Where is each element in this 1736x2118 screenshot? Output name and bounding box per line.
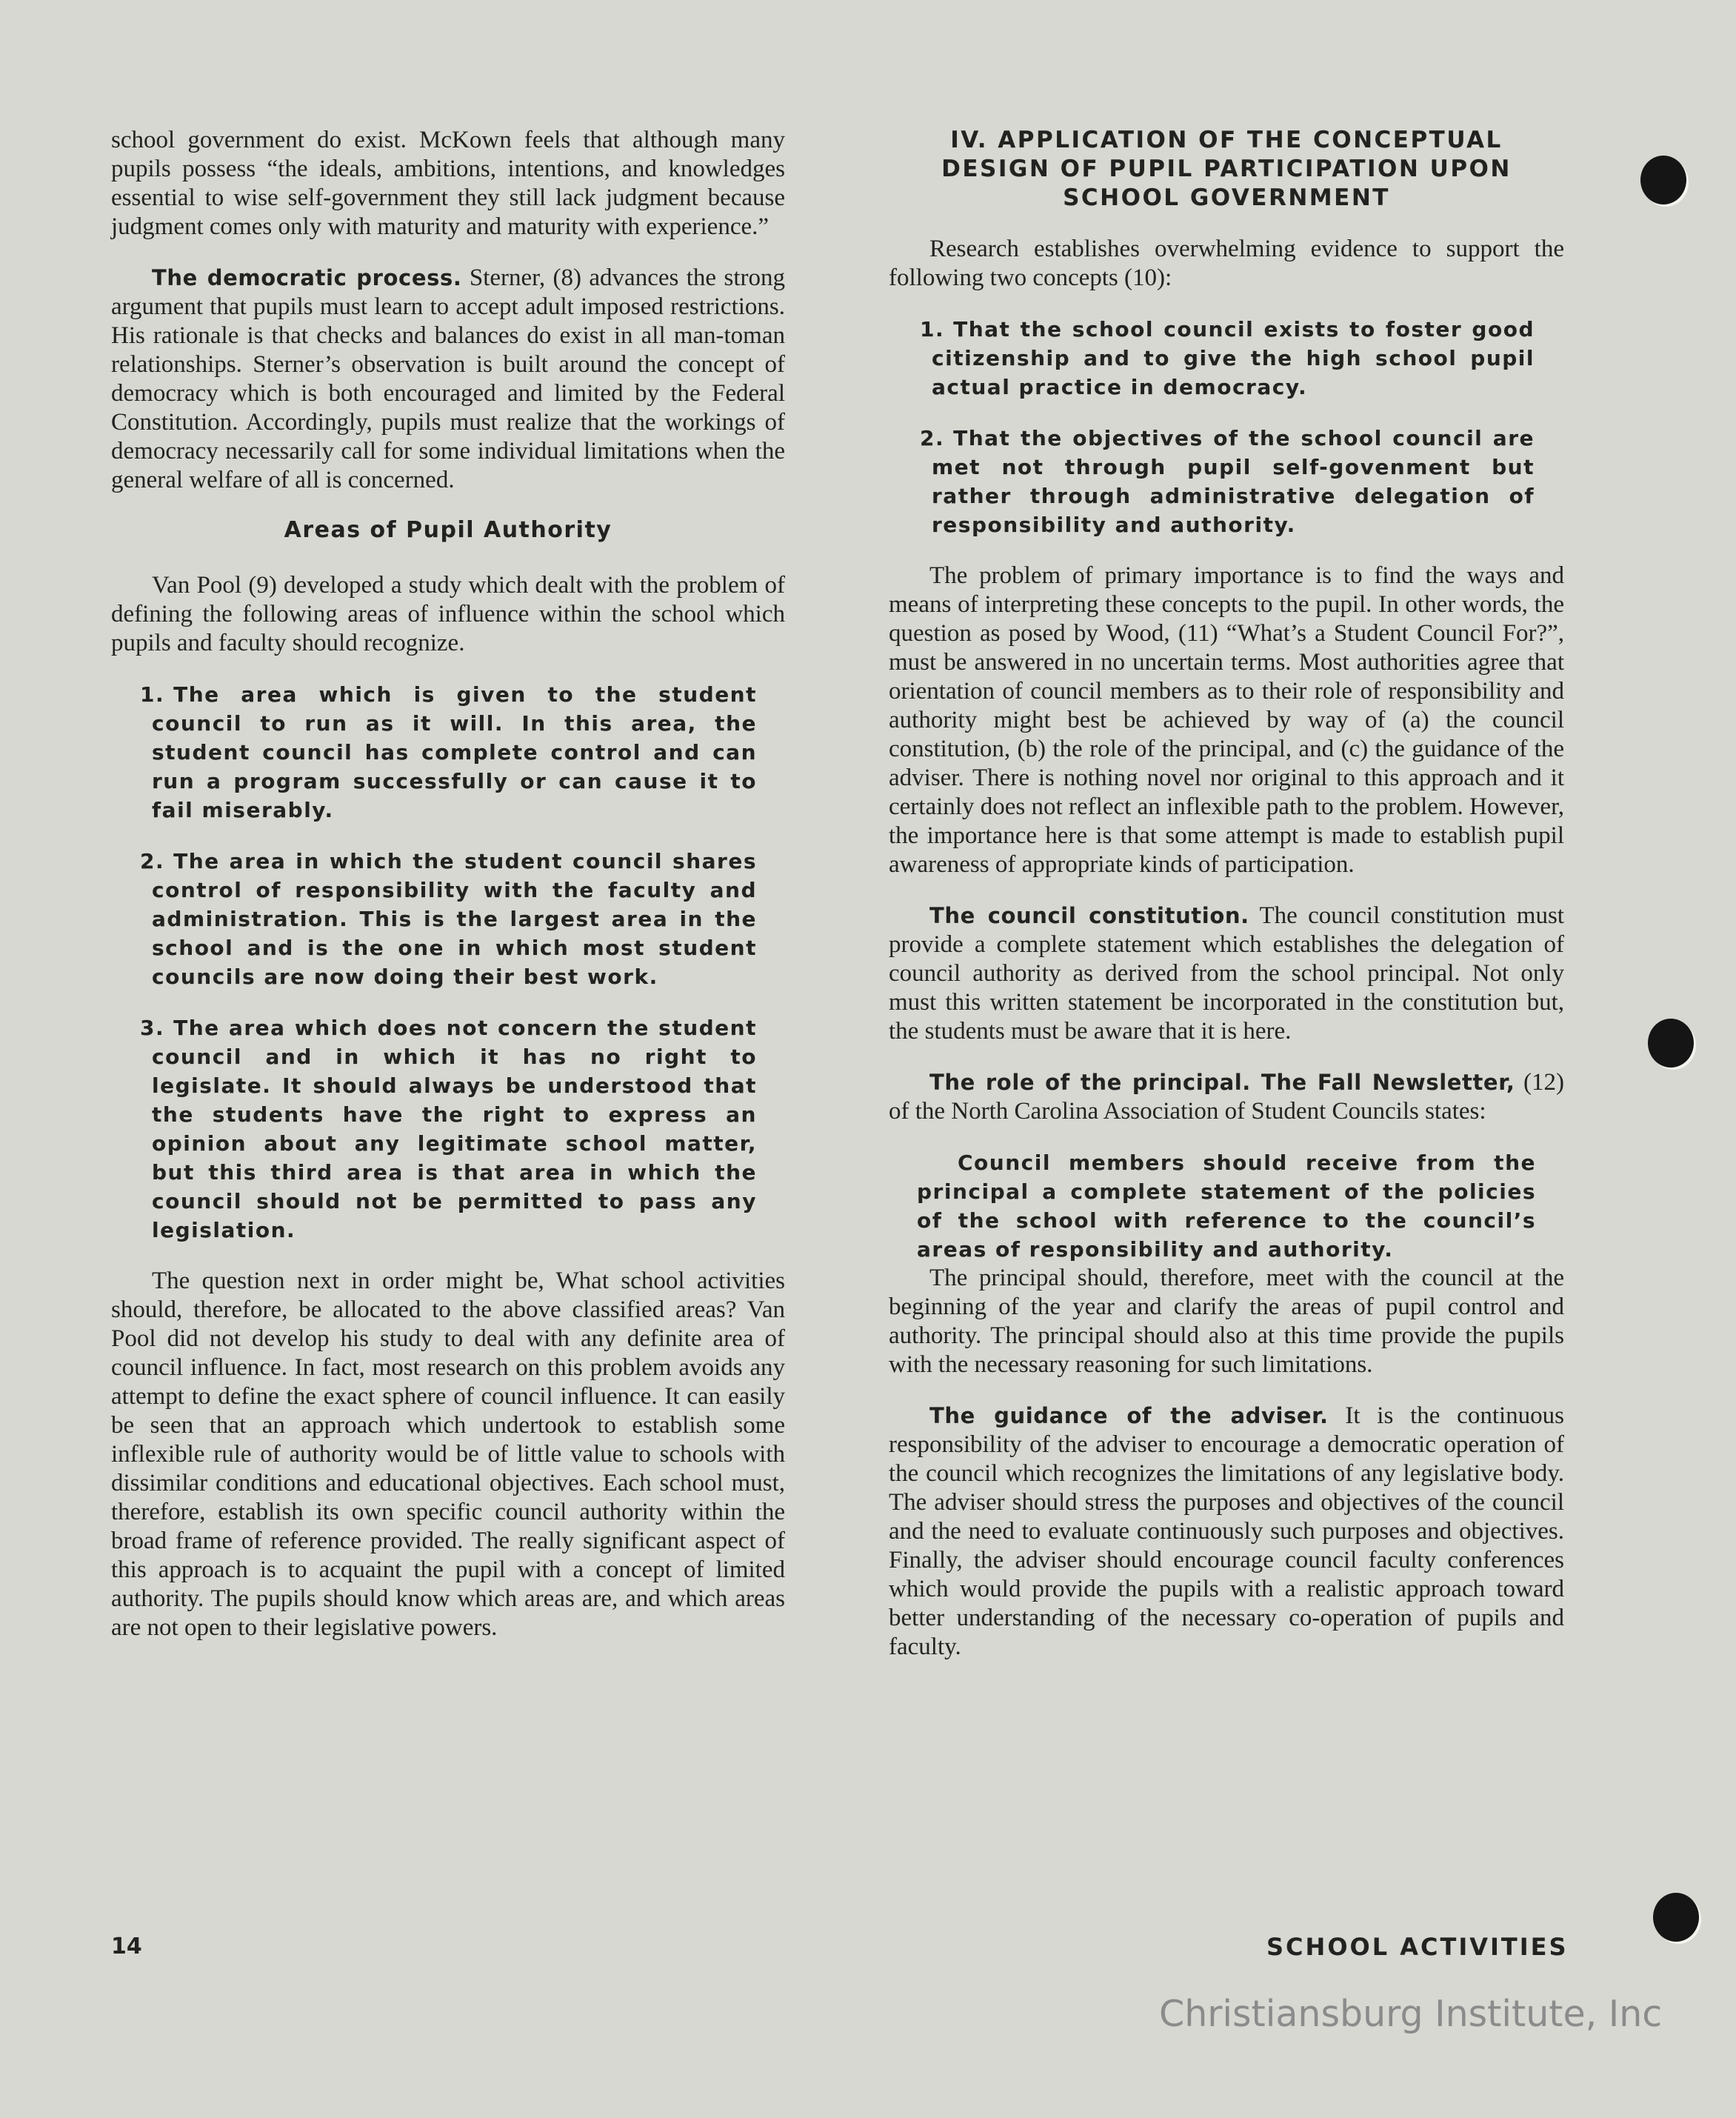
paragraph: school government do exist. McKown feels that although many pupils possess “the ideals, ambitions, intentions, and knowledges essential to wise self-government they still lack judgment because judgment comes only with maturity and maturity with experience.” xyxy=(111,127,785,240)
areas-list xyxy=(140,680,757,1245)
paragraph-council-constitution xyxy=(889,902,1564,1046)
concepts-list xyxy=(920,315,1535,539)
list-item xyxy=(920,315,1535,402)
paragraph-role-of-principal xyxy=(889,1068,1564,1126)
paragraph-guidance-of-adviser xyxy=(889,1402,1564,1662)
list-item xyxy=(140,680,757,825)
paragraph-body: Sterner, (8) advances the strong argument that pupils must learn to accept adult imposed restrictions. His rationale is that checks and balances do exist in all man-toman relationships. Sterner’s observation is built around the concept of democracy which is both encouraged and limited by the Federal Constitution. Accordingly, pupils must realize that the workings of democracy necessarily call for some individual limitations when the general welfare of all is concerned. xyxy=(111,264,785,493)
paragraph: Van Pool (9) developed a study which dealt with the problem of defining the following areas of influence within the school which pupils and faculty should recognize. xyxy=(111,572,785,656)
run-in-heading: The council constitution. xyxy=(929,903,1249,928)
quote-text: Council members should receive from the principal a complete statement of the policies of the school with reference to the council’s areas of responsibility and authority. xyxy=(917,1150,1536,1262)
paragraph-body: The council constitution must provide a complete statement which establishes the delegation of council authority as derived from the school principal. Not only must this written statement be incorporated in the constitution but, the students must be aware that it is here. xyxy=(889,902,1564,1045)
watermark: Christiansburg Institute, Inc xyxy=(1159,1993,1663,2035)
run-in-heading: The democratic process. xyxy=(152,265,462,290)
list-item xyxy=(140,1013,757,1245)
right-column xyxy=(889,126,1564,1662)
publication-title: SCHOOL ACTIVITIES xyxy=(1266,1933,1569,1961)
paragraph: Research establishes overwhelming evidence to support the following two concepts (10): xyxy=(889,236,1564,291)
list-text: The area in which the student council shares control of responsibility with the faculty and administration. This is the largest area in the school and is the one in which most student councils are now doing their best work. xyxy=(152,849,757,989)
paragraph: The principal should, therefore, meet with the council at the beginning of the year and clarify the areas of pupil control and authority. The principal should also at this time provide the pupils with the necessary reasoning for such limitations. xyxy=(889,1265,1564,1378)
list-number: 2. xyxy=(140,849,165,873)
run-in-heading: The role of the principal. The Fall Newsletter, xyxy=(929,1070,1515,1095)
list-number: 2. xyxy=(920,426,945,450)
list-number: 3. xyxy=(140,1016,165,1040)
paragraph-body: (12) of the North Carolina Association of Student Councils states: xyxy=(889,1069,1564,1125)
list-text: That the school council exists to foster good citizenship and to give the high school pupil actual practice in democracy. xyxy=(932,317,1535,399)
section-subheading: Areas of Pupil Authority xyxy=(284,517,612,543)
punch-hole xyxy=(1648,1019,1694,1068)
run-in-heading: The guidance of the adviser. xyxy=(929,1403,1329,1428)
paragraph: The problem of primary importance is to find the ways and means of interpreting these concepts to the pupil. In other words, the question as posed by Wood, (11) “What’s a Student Council For?”, must be answered in no uncertain terms. Most authorities agree that orientation of council members as to their role of responsibility and authority might best be achieved by way of (a) the council constitution, (b) the role of the principal, and (c) the guidance of the adviser. There is nothing novel nor original to this approach and it certainly does not reflect an inflexible path to the problem. However, the importance here is that some attempt is made to establish pupil awareness of appropriate kinds of participation. xyxy=(889,562,1564,878)
block-quote xyxy=(917,1148,1536,1264)
paragraph: The question next in order might be, What school activities should, therefore, be allocated to the above classified areas? Van Pool did not develop his study to deal with any definite area of council influence. In fact, most research on this problem avoids any attempt to define the exact sphere of council influence. It can easily be seen that an approach which undertook to establish some inflexible rule of authority would be of little value to schools with dissimilar conditions and educational objectives. Each school must, therefore, establish its own specific council authority within the broad frame of reference provided. The really significant aspect of this approach is to acquaint the pupil with a concept of limited authority. The pupils should know which areas are, and which areas are not open to their legislative powers. xyxy=(111,1268,785,1641)
list-text: The area which is given to the student council to run as it will. In this area, the student council has complete control and can run a program successfully or can cause it to fail miserably. xyxy=(152,682,757,822)
paragraph-democratic-process xyxy=(111,264,785,495)
left-column xyxy=(111,126,785,1642)
list-number: 1. xyxy=(140,682,165,707)
list-item xyxy=(140,847,757,991)
paragraph-body: It is the continuous responsibility of the adviser to encourage a democratic operation of the council which recognizes the limitations of any legislative body. The adviser should stress the purposes and objectives of the council and the need to evaluate continuously such purposes and objectives. Finally, the adviser should encourage council faculty conferences which would provide the pupils with a realistic approach toward better understanding of the necessary co-operation of pupils and faculty. xyxy=(889,1402,1564,1660)
heading-line: DESIGN OF PUPIL PARTICIPATION UPON xyxy=(941,156,1512,182)
list-text: The area which does not concern the student council and in which it has no right to legislate. It should always be understood that the students have the right to express an opinion about any legitimate school matter, but this third area is that area in which the council should not be permitted to pass any legislation. xyxy=(152,1016,757,1242)
page-number: 14 xyxy=(111,1934,142,1959)
list-number: 1. xyxy=(920,317,945,342)
punch-hole xyxy=(1640,156,1686,204)
punch-hole xyxy=(1653,1893,1699,1942)
heading-line: SCHOOL GOVERNMENT xyxy=(1063,184,1390,211)
heading-line: IV. APPLICATION OF THE CONCEPTUAL xyxy=(950,127,1503,153)
section-heading xyxy=(889,126,1564,213)
list-item xyxy=(920,424,1535,539)
list-text: That the objectives of the school council are met not through pupil self-govenment but rather through administrative delegation of responsibility and authority. xyxy=(932,426,1535,537)
